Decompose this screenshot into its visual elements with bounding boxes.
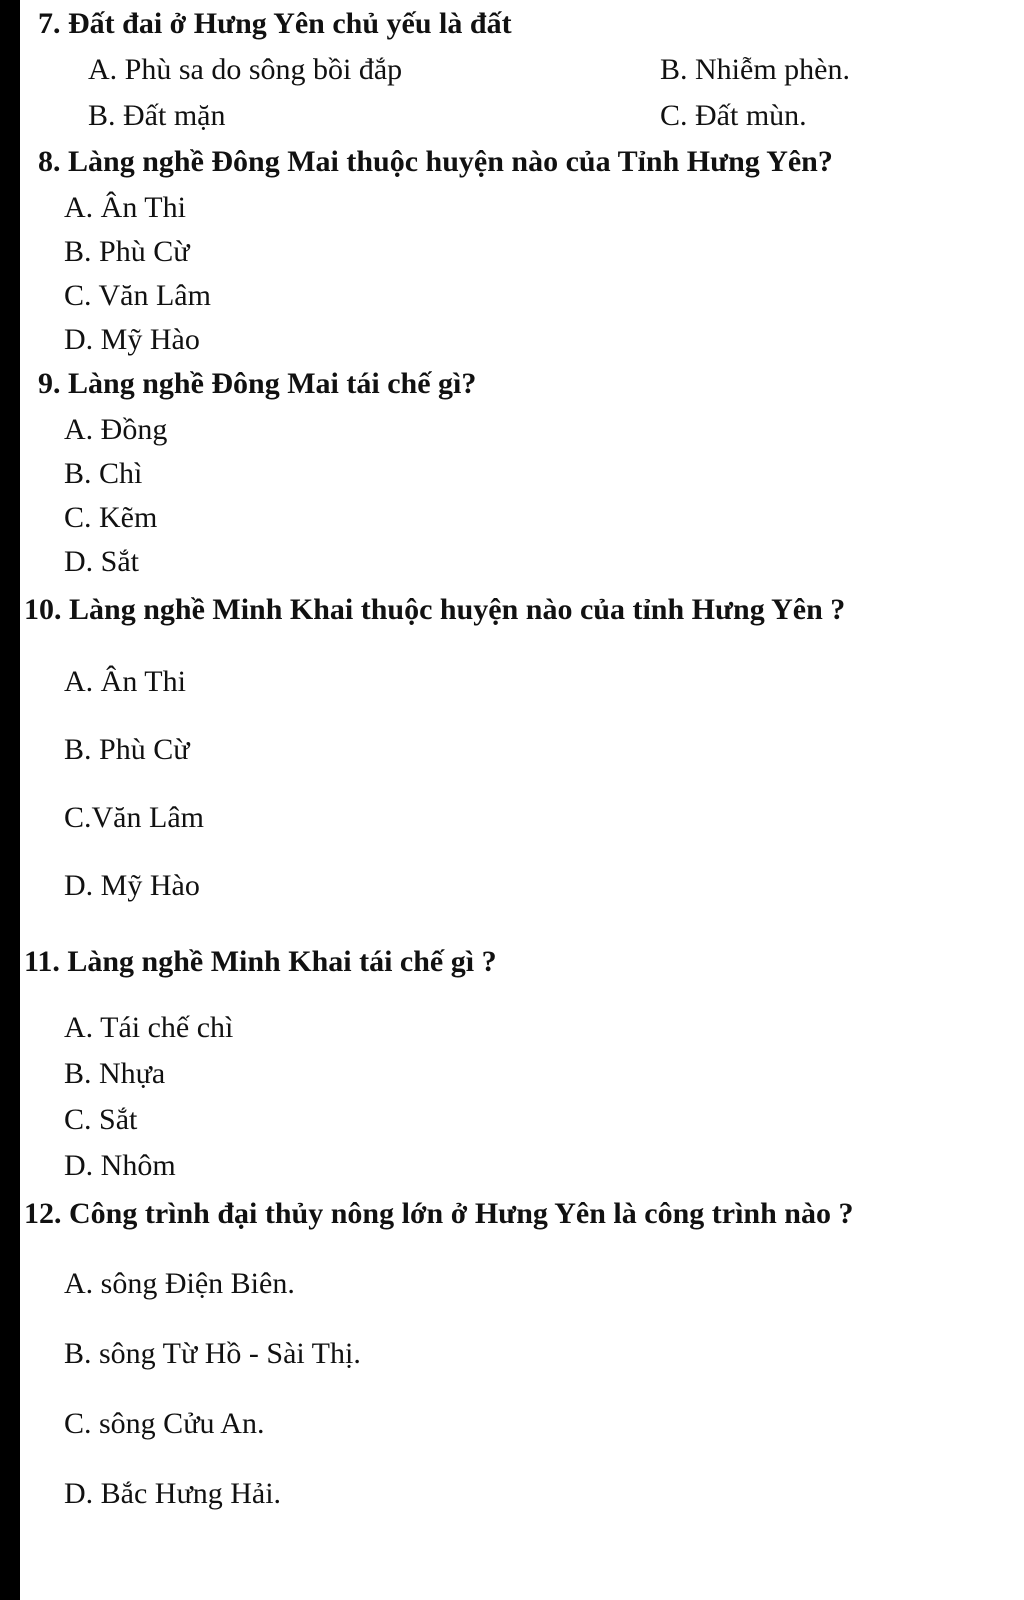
question-11-option-b: B. Nhựa <box>64 1057 166 1090</box>
question-12-option-c: C. sông Cửu An. <box>64 1407 265 1440</box>
question-7-prompt: 7. Đất đai ở Hưng Yên chủ yếu là đất <box>38 7 512 40</box>
question-8-option-b: B. Phù Cừ <box>64 235 190 268</box>
question-12-option-a: A. sông Điện Biên. <box>64 1267 295 1300</box>
question-12-prompt: 12. Công trình đại thủy nông lớn ở Hưng Yên là công trình nào ? <box>24 1197 854 1230</box>
question-7-option-b: B. Nhiễm phèn. <box>660 53 850 86</box>
question-9-option-c: C. Kẽm <box>64 501 158 534</box>
question-11-option-d: D. Nhôm <box>64 1149 176 1182</box>
question-8-option-d: D. Mỹ Hào <box>64 323 200 356</box>
question-7-option-c: C. Đất mùn. <box>660 99 807 132</box>
question-12-option-b: B. sông Từ Hồ - Sài Thị. <box>64 1337 361 1370</box>
question-8-option-a: A. Ân Thi <box>64 191 186 224</box>
question-11-option-a: A. Tái chế chì <box>64 1011 234 1044</box>
question-11-option-c: C. Sắt <box>64 1103 138 1136</box>
question-10-option-b: B. Phù Cừ <box>64 733 190 766</box>
question-9-option-a: A. Đồng <box>64 413 168 446</box>
question-10-prompt: 10. Làng nghề Minh Khai thuộc huyện nào của tỉnh Hưng Yên ? <box>24 593 846 626</box>
question-9-option-b: B. Chì <box>64 457 143 490</box>
question-7-option-a: A. Phù sa do sông bồi đắp <box>88 53 403 86</box>
question-7-option-b2: B. Đất mặn <box>88 99 226 132</box>
question-9-prompt: 9. Làng nghề Đông Mai tái chế gì? <box>38 367 477 400</box>
question-10-option-c: C.Văn Lâm <box>64 801 204 834</box>
question-11-prompt: 11. Làng nghề Minh Khai tái chế gì ? <box>24 945 497 978</box>
question-8-option-c: C. Văn Lâm <box>64 279 211 312</box>
question-10-option-d: D. Mỹ Hào <box>64 869 200 902</box>
question-12-option-d: D. Bắc Hưng Hải. <box>64 1477 282 1510</box>
question-9-option-d: D. Sắt <box>64 545 139 578</box>
question-10-option-a: A. Ân Thi <box>64 665 186 698</box>
question-8-prompt: 8. Làng nghề Đông Mai thuộc huyện nào của Tỉnh Hưng Yên? <box>38 145 833 178</box>
